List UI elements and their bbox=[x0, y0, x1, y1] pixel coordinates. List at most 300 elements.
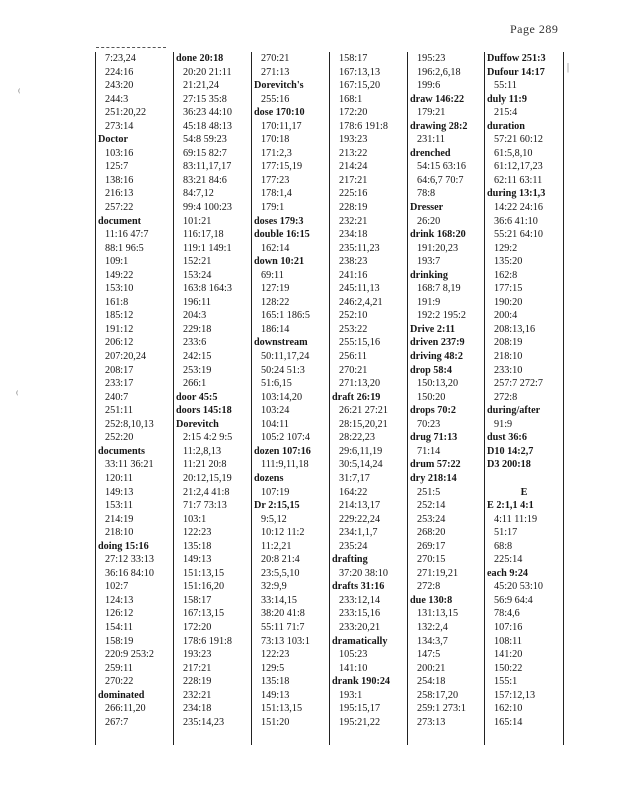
index-term: draw 146:22 bbox=[410, 93, 465, 105]
index-term: drug 71:13 bbox=[410, 432, 458, 444]
page-reference: 61:5,8,10 bbox=[494, 147, 533, 159]
page-reference: 234:18 bbox=[339, 229, 368, 241]
page-reference: 170:11,17 bbox=[261, 120, 302, 132]
page-reference: 229:22,24 bbox=[339, 513, 381, 525]
index-column-4 bbox=[329, 52, 408, 745]
page-reference: 214:24 bbox=[339, 161, 368, 173]
page-reference: 138:16 bbox=[105, 174, 134, 186]
page-reference: 135:18 bbox=[261, 676, 290, 688]
section-letter: E bbox=[520, 486, 528, 498]
page-reference: 84:7,12 bbox=[183, 188, 214, 200]
index-term: dose 170:10 bbox=[254, 107, 305, 119]
page-reference: 259:1 273:1 bbox=[417, 703, 466, 715]
page-reference: 208:13,16 bbox=[494, 323, 536, 335]
page-reference: 231:11 bbox=[417, 134, 445, 146]
index-term: drops 70:2 bbox=[410, 405, 456, 417]
page-reference: 199:6 bbox=[417, 80, 441, 92]
page-reference: 255:15,16 bbox=[339, 337, 381, 349]
index-term: downstream bbox=[254, 337, 308, 349]
page-reference: 255:16 bbox=[261, 93, 290, 105]
page-reference: 150:20 bbox=[417, 391, 446, 403]
page-reference: 27:12 33:13 bbox=[105, 554, 154, 566]
page-reference: 272:8 bbox=[494, 391, 518, 403]
page-reference: 71:7 73:13 bbox=[183, 500, 227, 512]
index-term: during 13:1,3 bbox=[487, 188, 546, 200]
page-reference: 88:1 96:5 bbox=[105, 242, 144, 254]
index-term: drafting bbox=[332, 554, 368, 566]
page-reference: 55:11 bbox=[494, 80, 517, 92]
index-term: each 9:24 bbox=[487, 567, 529, 579]
page-reference: 158:19 bbox=[105, 635, 134, 647]
page-reference: 195:21,22 bbox=[339, 716, 381, 728]
page-reference: 33:11 36:21 bbox=[105, 459, 154, 471]
page-reference: 179:1 bbox=[261, 202, 285, 214]
page-reference: 191:20,23 bbox=[417, 242, 459, 254]
page-reference: 102:7 bbox=[105, 581, 129, 593]
page-reference: 20:8 21:4 bbox=[261, 554, 300, 566]
page-reference: 153:11 bbox=[105, 500, 133, 512]
page-reference: 251:5 bbox=[417, 486, 441, 498]
page-reference: 31:7,17 bbox=[339, 472, 370, 484]
page-reference: 193:23 bbox=[339, 134, 368, 146]
index-term: Drive 2:11 bbox=[410, 323, 455, 335]
page-reference: 28:15,20,21 bbox=[339, 418, 388, 430]
page-reference: 217:21 bbox=[339, 174, 368, 186]
page-reference: 245:11,13 bbox=[339, 283, 380, 295]
page-reference: 126:12 bbox=[105, 608, 134, 620]
page-reference: 252:20 bbox=[105, 432, 134, 444]
page-reference: 167:13,13 bbox=[339, 66, 381, 78]
page-reference: 108:11 bbox=[494, 635, 522, 647]
page-reference: 20:12,15,19 bbox=[183, 472, 232, 484]
page-reference: 153:24 bbox=[183, 269, 212, 281]
page-reference: 151:16,20 bbox=[183, 581, 225, 593]
page-reference: 229:18 bbox=[183, 323, 212, 335]
index-column-6 bbox=[484, 52, 564, 745]
page-reference: 103:14,20 bbox=[261, 391, 303, 403]
page-reference: 235:14,23 bbox=[183, 716, 225, 728]
page-reference: 68:8 bbox=[494, 540, 513, 552]
index-term: driven 237:9 bbox=[410, 337, 465, 349]
page-reference: 191:9 bbox=[417, 296, 441, 308]
page-reference: 234:1,1,7 bbox=[339, 527, 378, 539]
page-reference: 135:18 bbox=[183, 540, 212, 552]
page-reference: 195:15,17 bbox=[339, 703, 381, 715]
page-reference: 193:7 bbox=[417, 256, 441, 268]
page-reference: 208:19 bbox=[494, 337, 523, 349]
index-term: D3 200:18 bbox=[487, 459, 531, 471]
page-reference: 78:4,6 bbox=[494, 608, 520, 620]
page-reference: 233:17 bbox=[105, 378, 134, 390]
index-term: Dufour 14:17 bbox=[487, 66, 545, 78]
page-reference: 33:14,15 bbox=[261, 594, 297, 606]
index-column-5 bbox=[407, 52, 485, 745]
page-reference: 178:6 191:8 bbox=[183, 635, 232, 647]
page-reference: 271:19,21 bbox=[417, 567, 459, 579]
page-reference: 271:13 bbox=[261, 66, 290, 78]
index-term: dramatically bbox=[332, 635, 388, 647]
page-reference: 83:11,17,17 bbox=[183, 161, 232, 173]
index-term: drenched bbox=[410, 147, 451, 159]
header-rule bbox=[96, 47, 166, 48]
page-reference: 216:13 bbox=[105, 188, 134, 200]
page-reference: 38:20 41:8 bbox=[261, 608, 305, 620]
page-reference: 158:17 bbox=[183, 594, 212, 606]
page-reference: 71:14 bbox=[417, 445, 441, 457]
page-reference: 157:12,13 bbox=[494, 689, 536, 701]
page-reference: 32:9,9 bbox=[261, 581, 287, 593]
page-reference: 240:7 bbox=[105, 391, 129, 403]
page-reference: 151:13,15 bbox=[183, 567, 225, 579]
page-reference: 105:23 bbox=[339, 649, 368, 661]
index-term: drinking bbox=[410, 269, 448, 281]
page-reference: 55:11 71:7 bbox=[261, 621, 305, 633]
page-reference: 27:15 35:8 bbox=[183, 93, 227, 105]
page-reference: 45:18 48:13 bbox=[183, 120, 232, 132]
page-reference: 83:21 84:6 bbox=[183, 174, 227, 186]
page-reference: 50:24 51:3 bbox=[261, 364, 305, 376]
index-term: Doctor bbox=[98, 134, 128, 146]
page-reference: 37:20 38:10 bbox=[339, 567, 388, 579]
page-reference: 150:13,20 bbox=[417, 378, 459, 390]
index-term: drank 190:24 bbox=[332, 676, 391, 688]
page-reference: 164:22 bbox=[339, 486, 368, 498]
page-reference: 119:1 149:1 bbox=[183, 242, 232, 254]
page-reference: 233:20,21 bbox=[339, 621, 381, 633]
page-reference: 252:8,10,13 bbox=[105, 418, 154, 430]
page-reference: 238:23 bbox=[339, 256, 368, 268]
page-reference: 23:5,5,10 bbox=[261, 567, 300, 579]
page-reference: 161:8 bbox=[105, 296, 129, 308]
index-term: drink 168:20 bbox=[410, 229, 466, 241]
index-term: Dresser bbox=[410, 202, 444, 214]
page-reference: 9:5,12 bbox=[261, 513, 287, 525]
page-reference: 55:21 64:10 bbox=[494, 229, 543, 241]
page-reference bbox=[485, 472, 563, 486]
page-reference: 214:13,17 bbox=[339, 500, 381, 512]
page-reference: 73:13 103:1 bbox=[261, 635, 310, 647]
page-reference: 122:23 bbox=[183, 527, 212, 539]
page-reference: 103:24 bbox=[261, 405, 290, 417]
page-reference: 28:22,23 bbox=[339, 432, 375, 444]
page-reference: 225:14 bbox=[494, 554, 523, 566]
page-reference: 258:17,20 bbox=[417, 689, 459, 701]
page-reference: 103:16 bbox=[105, 147, 134, 159]
page-reference: 61:12,17,23 bbox=[494, 161, 543, 173]
page-reference: 107:16 bbox=[494, 621, 523, 633]
page-reference: 253:24 bbox=[417, 513, 446, 525]
page-reference: 269:17 bbox=[417, 540, 446, 552]
page-reference: 91:9 bbox=[494, 418, 513, 430]
page-reference: 128:22 bbox=[261, 296, 290, 308]
page-reference: 204:3 bbox=[183, 310, 207, 322]
page-reference: 273:14 bbox=[105, 120, 134, 132]
page-reference: 51:6,15 bbox=[261, 378, 292, 390]
page-reference: 178:6 191:8 bbox=[339, 120, 388, 132]
index-column-2 bbox=[173, 52, 252, 745]
page-reference: 185:12 bbox=[105, 310, 134, 322]
page-reference: 2:15 4:2 9:5 bbox=[183, 432, 233, 444]
page-reference: 228:19 bbox=[183, 676, 212, 688]
page-reference: 196:2,6,18 bbox=[417, 66, 461, 78]
page-reference: 20:20 21:11 bbox=[183, 66, 232, 78]
page-reference: 178:1,4 bbox=[261, 188, 292, 200]
page-reference: 270:21 bbox=[261, 53, 290, 64]
page-reference: 213:22 bbox=[339, 147, 368, 159]
index-term: dry 218:14 bbox=[410, 472, 457, 484]
page-reference: 218:10 bbox=[494, 351, 523, 363]
page-reference: 154:11 bbox=[105, 621, 133, 633]
index-term: dozen 107:16 bbox=[254, 445, 311, 457]
page-reference: 272:8 bbox=[417, 581, 441, 593]
page-reference: 162:8 bbox=[494, 269, 518, 281]
page-reference: 234:18 bbox=[183, 703, 212, 715]
page-reference: 149:13 bbox=[183, 554, 212, 566]
page-reference: 168:7 8,19 bbox=[417, 283, 461, 295]
page-reference: 233:12,14 bbox=[339, 594, 381, 606]
index-term: drum 57:22 bbox=[410, 459, 461, 471]
page-reference: 267:7 bbox=[105, 716, 129, 728]
page-reference: 21:21,24 bbox=[183, 80, 219, 92]
page-reference: 233:6 bbox=[183, 337, 207, 349]
page-reference: 105:2 107:4 bbox=[261, 432, 310, 444]
page-reference: 246:2,4,21 bbox=[339, 296, 383, 308]
page-reference: 172:20 bbox=[339, 107, 368, 119]
page-reference: 99:4 100:23 bbox=[183, 202, 232, 214]
page-reference: 122:23 bbox=[261, 649, 290, 661]
page-reference: 30:5,14,24 bbox=[339, 459, 383, 471]
page-reference: 186:14 bbox=[261, 323, 290, 335]
page-reference: 252:10 bbox=[339, 310, 368, 322]
page-reference: 256:11 bbox=[339, 351, 367, 363]
page-reference: 171:2,3 bbox=[261, 147, 292, 159]
page-reference: 215:4 bbox=[494, 107, 518, 119]
page-reference: 167:13,15 bbox=[183, 608, 225, 620]
page-reference: 228:19 bbox=[339, 202, 368, 214]
page-reference: 257:22 bbox=[105, 202, 134, 214]
page-reference: 273:13 bbox=[417, 716, 446, 728]
index-term: doses 179:3 bbox=[254, 215, 304, 227]
page-reference: 50:11,17,24 bbox=[261, 351, 310, 363]
page-reference: 109:1 bbox=[105, 256, 129, 268]
page-reference: 131:13,15 bbox=[417, 608, 459, 620]
index-term: drop 58:4 bbox=[410, 364, 452, 376]
page-reference: 107:19 bbox=[261, 486, 290, 498]
index-term: during/after bbox=[487, 405, 541, 417]
index-term: E 2:1,1 4:1 bbox=[487, 500, 534, 512]
page-reference: 70:23 bbox=[417, 418, 441, 430]
page-reference: 45:20 53:10 bbox=[494, 581, 543, 593]
page-reference: 158:17 bbox=[339, 53, 368, 64]
page-reference: 191:12 bbox=[105, 323, 134, 335]
page-reference: 172:20 bbox=[183, 621, 212, 633]
page-reference: 266:11,20 bbox=[105, 703, 146, 715]
page-reference: 36:23 44:10 bbox=[183, 107, 232, 119]
index-term: Duffow 251:3 bbox=[487, 53, 546, 64]
page-reference: 224:16 bbox=[105, 66, 134, 78]
page-reference: 225:16 bbox=[339, 188, 368, 200]
page-reference: 129:5 bbox=[261, 662, 285, 674]
page-reference: 147:5 bbox=[417, 649, 441, 661]
page-reference: 54:15 63:16 bbox=[417, 161, 466, 173]
page-reference: 179:21 bbox=[417, 107, 446, 119]
page-reference: 152:21 bbox=[183, 256, 212, 268]
page-reference: 4:11 11:19 bbox=[494, 513, 538, 525]
page-reference: 36:16 84:10 bbox=[105, 567, 154, 579]
page-reference: 200:21 bbox=[417, 662, 446, 674]
page-reference: 141:20 bbox=[494, 649, 523, 661]
page-reference: 232:21 bbox=[183, 689, 212, 701]
page-reference: 69:11 bbox=[261, 269, 284, 281]
page-reference: 69:15 82:7 bbox=[183, 147, 227, 159]
page-reference: 244:3 bbox=[105, 93, 129, 105]
page-reference: 101:21 bbox=[183, 215, 212, 227]
page-reference: 29:6,11,19 bbox=[339, 445, 383, 457]
page-reference: 62:11 63:11 bbox=[494, 174, 543, 186]
page-reference: 271:13,20 bbox=[339, 378, 381, 390]
page-reference: 162:10 bbox=[494, 703, 523, 715]
page-reference: 135:20 bbox=[494, 256, 523, 268]
page-reference: 206:12 bbox=[105, 337, 134, 349]
page-reference: 54:8 59:23 bbox=[183, 134, 227, 146]
page-reference: 21:2,4 41:8 bbox=[183, 486, 230, 498]
page-reference: 111:9,11,18 bbox=[261, 459, 309, 471]
page-reference: 51:17 bbox=[494, 527, 518, 539]
page-reference: 200:4 bbox=[494, 310, 518, 322]
page-reference: 125:7 bbox=[105, 161, 129, 173]
index-term: door 45:5 bbox=[176, 391, 218, 403]
page-reference: 243:20 bbox=[105, 80, 134, 92]
index-term: doing 15:16 bbox=[98, 540, 149, 552]
page-reference: 14:22 24:16 bbox=[494, 202, 543, 214]
index-term: dozens bbox=[254, 472, 284, 484]
index-term: done 20:18 bbox=[176, 53, 224, 64]
index-term: draft 26:19 bbox=[332, 391, 381, 403]
page-reference: 168:1 bbox=[339, 93, 363, 105]
page-reference: 127:19 bbox=[261, 283, 290, 295]
index-term: D10 14:2,7 bbox=[487, 445, 534, 457]
page-reference: 233:10 bbox=[494, 364, 523, 376]
page-reference: 254:18 bbox=[417, 676, 446, 688]
page-reference: 259:11 bbox=[105, 662, 133, 674]
page-reference: 165:1 186:5 bbox=[261, 310, 310, 322]
page-reference: 151:13,15 bbox=[261, 703, 303, 715]
page-reference: 233:15,16 bbox=[339, 608, 381, 620]
page-reference: 270:15 bbox=[417, 554, 446, 566]
page-reference: 162:14 bbox=[261, 242, 290, 254]
page-reference: 270:22 bbox=[105, 676, 134, 688]
page-reference: 132:2,4 bbox=[417, 621, 448, 633]
page-number: Page 289 bbox=[510, 22, 559, 36]
page-reference: 217:21 bbox=[183, 662, 212, 674]
page-reference: 207:20,24 bbox=[105, 351, 147, 363]
index-term: Dorevitch bbox=[176, 418, 219, 430]
page-reference: 270:21 bbox=[339, 364, 368, 376]
page-reference: 7:23,24 bbox=[105, 53, 136, 64]
page-reference: 78:8 bbox=[417, 188, 436, 200]
page-reference: 195:23 bbox=[417, 53, 446, 64]
page-reference: 11:21 20:8 bbox=[183, 459, 227, 471]
page-reference: 26:20 bbox=[417, 215, 441, 227]
page-reference: 11:2,8,13 bbox=[183, 445, 222, 457]
page-reference: 214:19 bbox=[105, 513, 134, 525]
page-reference: 153:10 bbox=[105, 283, 134, 295]
index-term: drawing 28:2 bbox=[410, 120, 468, 132]
index-column-1 bbox=[95, 52, 174, 745]
index-term: driving 48:2 bbox=[410, 351, 463, 363]
page-reference: 149:13 bbox=[261, 689, 290, 701]
page-reference: 149:13 bbox=[105, 486, 134, 498]
page-reference: 193:23 bbox=[183, 649, 212, 661]
page-reference: 193:1 bbox=[339, 689, 363, 701]
page-reference: 150:22 bbox=[494, 662, 523, 674]
index-table bbox=[95, 52, 564, 745]
index-term: drafts 31:16 bbox=[332, 581, 385, 593]
page-reference: 257:7 272:7 bbox=[494, 378, 543, 390]
index-term: due 130:8 bbox=[410, 594, 453, 606]
page-reference: 10:12 11:2 bbox=[261, 527, 305, 539]
page-reference: 141:10 bbox=[339, 662, 368, 674]
page-reference: 129:2 bbox=[494, 242, 518, 254]
index-term: down 10:21 bbox=[254, 256, 305, 268]
page-reference: 57:21 60:12 bbox=[494, 134, 543, 146]
page-reference: 251:20,22 bbox=[105, 107, 147, 119]
page-reference: 167:15,20 bbox=[339, 80, 381, 92]
page-reference: 252:14 bbox=[417, 500, 446, 512]
margin-tick: | bbox=[567, 62, 570, 73]
page-reference: 116:17,18 bbox=[183, 229, 224, 241]
index-term: dust 36:6 bbox=[487, 432, 527, 444]
page-reference: 253:22 bbox=[339, 323, 368, 335]
index-term: double 16:15 bbox=[254, 229, 310, 241]
page-reference: 103:1 bbox=[183, 513, 207, 525]
page-reference: 235:11,23 bbox=[339, 242, 380, 254]
index-term: duly 11:9 bbox=[487, 93, 527, 105]
page-reference: 268:20 bbox=[417, 527, 446, 539]
index-term: duration bbox=[487, 120, 525, 132]
page-reference: 155:1 bbox=[494, 676, 518, 688]
index-term: Dr 2:15,15 bbox=[254, 500, 300, 512]
index-term: documents bbox=[98, 445, 145, 457]
index-term: dominated bbox=[98, 689, 145, 701]
page-reference: 177:15,19 bbox=[261, 161, 303, 173]
page-reference: 242:15 bbox=[183, 351, 212, 363]
page-reference: 177:15 bbox=[494, 283, 523, 295]
page-reference: 151:20 bbox=[261, 716, 290, 728]
page-reference: 170:18 bbox=[261, 134, 290, 146]
index-term: document bbox=[98, 215, 142, 227]
index-column-3 bbox=[251, 52, 330, 745]
page-reference: 56:9 64:4 bbox=[494, 594, 533, 606]
page-reference: 232:21 bbox=[339, 215, 368, 227]
page-reference: 149:22 bbox=[105, 269, 134, 281]
margin-mark: ⁽ bbox=[18, 88, 21, 99]
page-reference: 235:24 bbox=[339, 540, 368, 552]
page-reference: 124:13 bbox=[105, 594, 134, 606]
page-reference: 190:20 bbox=[494, 296, 523, 308]
page-reference: 104:11 bbox=[261, 418, 289, 430]
index-term: doors 145:18 bbox=[176, 405, 232, 417]
page-reference: 36:6 41:10 bbox=[494, 215, 538, 227]
page-reference: 11:2,21 bbox=[261, 540, 292, 552]
page-reference: 208:17 bbox=[105, 364, 134, 376]
page-reference: 192:2 195:2 bbox=[417, 310, 466, 322]
page-reference: 196:11 bbox=[183, 296, 211, 308]
page-reference: 266:1 bbox=[183, 378, 207, 390]
page-reference: 218:10 bbox=[105, 527, 134, 539]
page-reference: 220:9 253:2 bbox=[105, 649, 154, 661]
margin-mark: ⁽ bbox=[16, 390, 19, 401]
